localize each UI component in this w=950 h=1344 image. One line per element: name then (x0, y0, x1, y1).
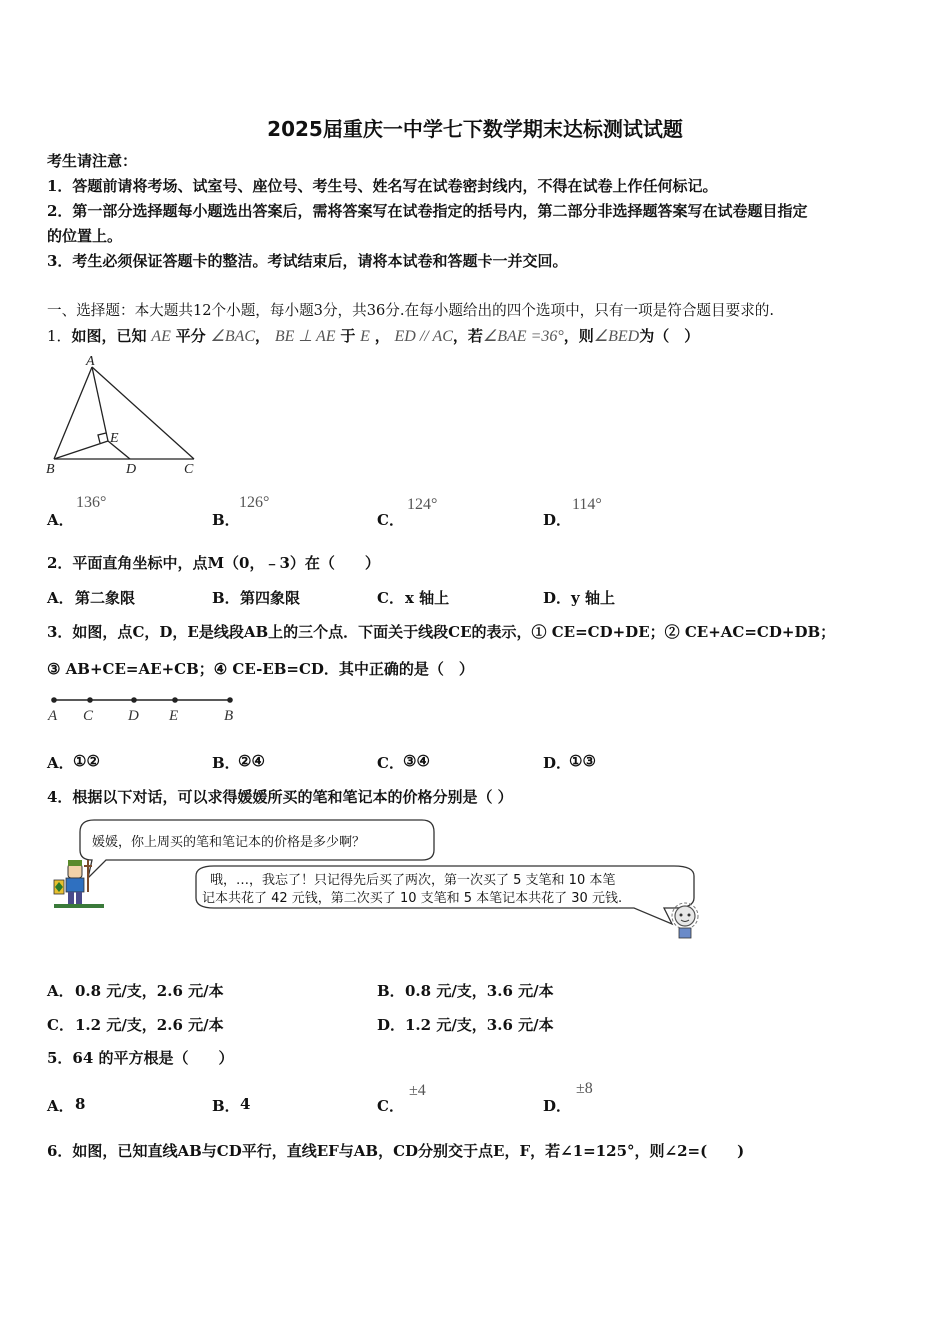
triangle-figure (44, 355, 204, 480)
point-C: C (83, 708, 94, 724)
option-label: D． (543, 589, 572, 607)
option-label: C． (377, 754, 404, 772)
option-value: 0.8 元/支，3.6 元/本 (405, 982, 554, 1000)
option-value: 第四象限 (240, 589, 301, 607)
option-value: 4 (240, 1095, 251, 1113)
question-3-cont: ③ AB+CE=AE+CB；④ CE-EB=CD．其中正确的是（ ） (47, 660, 474, 678)
q1-math: ∠BAC (210, 328, 256, 345)
option-label: B． (212, 754, 240, 772)
q1-text: 平分 (175, 327, 206, 345)
option-label: B． (377, 982, 405, 1000)
segment-figure (44, 690, 244, 726)
question-4: 4．根据以下对话，可以求得媛媛所买的笔和笔记本的价格分别是（ ） (47, 788, 513, 806)
option-label: D． (377, 1016, 406, 1034)
option-value: ①③ (569, 752, 596, 770)
label-C: C (184, 462, 194, 477)
option-label: A． (47, 511, 74, 529)
option-value: 第二象限 (75, 589, 136, 607)
notice-item: 1．答题前请将考场、试室号、座位号、考生号、姓名写在试卷密封线内，不得在试卷上作任何标记。 (47, 177, 718, 195)
question-3: 3．如图，点C，D，E是线段AB上的三个点．下面关于线段CE的表示，① CE=CD+DE；② CE+AC=CD+DB； (47, 623, 836, 641)
option-label: C． (377, 1097, 404, 1115)
option-value: 126° (239, 494, 270, 511)
point-D: D (128, 708, 139, 724)
question-2: 2．平面直角坐标中，点M（0，﹣3）在（ ） (47, 554, 380, 572)
section-heading: 一、选择题：本大题共12个小题，每小题3分，共36分.在每小题给出的四个选项中，只有一项是符合题目要求的. (47, 302, 775, 319)
option-value: ±8 (576, 1080, 593, 1097)
option-label: B． (212, 1097, 240, 1115)
option-label: D． (543, 754, 572, 772)
question-1 (47, 325, 699, 348)
question-6: 6．如图，已知直线AB与CD平行，直线EF与AB，CD分别交于点E，F，若∠1=125°，则∠2=( ) (47, 1142, 745, 1160)
q1-text: ，则 (563, 327, 594, 345)
notice-heading: 考生请注意： (47, 152, 138, 170)
q1-math: ED // AC (394, 328, 453, 345)
option-label: D． (543, 511, 572, 529)
notice-item: 2．第一部分选择题每小题选出答案后，需将答案写在试卷指定的括号内，第二部分非选择题答案写在试卷题目指定 (47, 202, 808, 220)
option-value: 8 (75, 1095, 86, 1113)
option-value: 124° (407, 496, 438, 513)
label-A: A (86, 355, 95, 369)
option-label: A． (47, 982, 74, 1000)
page-title: 2025届重庆一中学七下数学期末达标测试试题 (267, 117, 683, 141)
option-label: A． (47, 589, 74, 607)
label-D: D (126, 462, 137, 477)
option-value: 114° (572, 496, 602, 513)
point-E: E (169, 708, 179, 724)
q1-text: ， (255, 327, 271, 345)
bubble-answer-line1: 哦，…，我忘了！只记得先后买了两次，第一次买了 5 支笔和 10 本笔 (210, 873, 616, 888)
question-5: 5．64 的平方根是（ ） (47, 1049, 234, 1067)
point-A: A (48, 708, 58, 724)
option-value: x 轴上 (405, 589, 450, 607)
q1-math: ∠BED (593, 328, 640, 345)
option-label: B． (212, 589, 240, 607)
question-number: 1． (47, 327, 72, 345)
point-B: B (224, 708, 234, 724)
option-label: C． (47, 1016, 74, 1034)
option-value: 1.2 元/支，3.6 元/本 (405, 1016, 554, 1034)
q1-text: 于 (340, 327, 356, 345)
option-value: y 轴上 (571, 589, 615, 607)
option-value: ①② (73, 752, 100, 770)
q1-text: ，若 (452, 327, 483, 345)
q1-math: ∠BAE =36° (482, 328, 564, 345)
option-value: ②④ (238, 752, 265, 770)
option-label: A． (47, 754, 74, 772)
label-B: B (46, 462, 55, 477)
q1-math: BE ⊥ AE (274, 328, 336, 345)
label-E: E (110, 431, 119, 446)
notice-item: 3．考生必须保证答题卡的整洁。考试结束后，请将本试卷和答题卡一并交回。 (47, 252, 568, 270)
bubble-question: 媛媛，你上周买的笔和笔记本的价格是多少啊？ (92, 835, 366, 850)
option-value: 136° (76, 494, 107, 511)
option-label: C． (377, 511, 404, 529)
notice-item: 的位置上。 (47, 227, 123, 245)
option-label: D． (543, 1097, 572, 1115)
option-value: 1.2 元/支，2.6 元/本 (75, 1016, 224, 1034)
q1-math: E (360, 328, 370, 345)
option-value: 0.8 元/支，2.6 元/本 (75, 982, 224, 1000)
option-value: ③④ (403, 752, 430, 770)
q1-text: 为（ ） (639, 327, 700, 345)
q1-text: 如图，已知 (71, 327, 147, 345)
option-label: C． (377, 589, 404, 607)
option-label: A． (47, 1097, 74, 1115)
q1-math: AE (151, 328, 171, 345)
option-value: ±4 (409, 1082, 426, 1099)
q1-text: ， (374, 327, 390, 345)
option-label: B． (212, 511, 240, 529)
bubble-answer-line2: 记本共花了 42 元钱，第二次买了 10 支笔和 5 本笔记本共花了 30 元钱. (202, 891, 623, 906)
